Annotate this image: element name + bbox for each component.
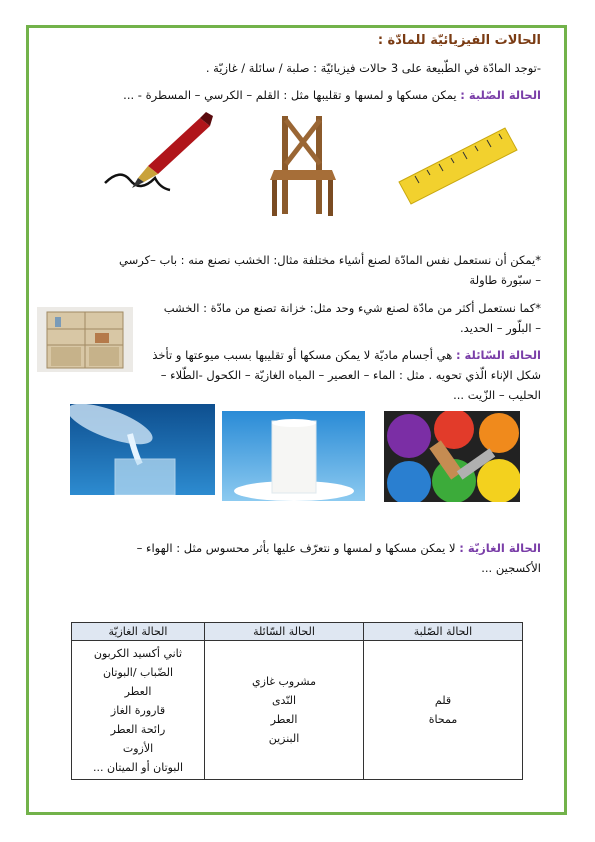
liquid-item: مشروب غازي <box>252 675 316 688</box>
liquid-paragraph-line1 <box>152 345 541 365</box>
gas-item: الضّباب /البوتان <box>102 665 174 679</box>
liquid-cell <box>205 641 364 780</box>
chair-image <box>268 112 338 217</box>
solid-item: ممحاة <box>428 713 458 726</box>
solid-note2-line1: *كما نستعمل أكثر من مادّة لصنع شيء وحد مثل: خزانة تصنع من مادّة : الخشب <box>163 301 541 315</box>
liquid-item: العطر <box>270 713 298 726</box>
solid-heading: الحالة الصّلبة : <box>460 88 541 102</box>
header-liquid: الحالة السّائلة <box>205 623 364 641</box>
gas-cell <box>72 641 205 780</box>
solid-item: قلم <box>434 694 452 707</box>
solid-note1-line2: – سبّورة طاولة <box>469 273 541 287</box>
gas-item: رائحة العطر <box>110 722 166 736</box>
gas-item: البوتان أو الميتان ... <box>92 760 184 774</box>
gas-item: قارورة الغاز <box>110 703 166 717</box>
liquid-text-line2: شكل الإناء الّذي تحويه . مثل : الماء – العصير – المياه الغازيّة – الكحول -الطّلاء – <box>160 368 541 382</box>
header-gas: الحالة الغازيّة <box>72 623 205 641</box>
liquid-text-line1: هي أجسام ماديّة لا يمكن مسكها أو تقليبها بسبب ميوعتها و تأخذ <box>152 348 456 362</box>
solid-cell <box>364 641 523 780</box>
page-title: الحالات الفيزيائيّة للمادّة : <box>377 33 541 48</box>
gas-paragraph-line1 <box>137 538 541 558</box>
gas-item: ثاني أكسيد الكربون <box>93 646 183 660</box>
states-table <box>71 622 523 780</box>
pen-image <box>100 108 215 198</box>
header-solid: الحالة الصّلبة <box>364 623 523 641</box>
liquid-item: البنزين <box>268 732 300 745</box>
gas-text-line2: الأكسجين ... <box>481 561 541 575</box>
ruler-image <box>395 120 520 205</box>
gas-item: الأزوت <box>122 741 154 755</box>
paint-cans-image <box>384 411 520 502</box>
solid-note1-line1: *يمكن أن نستعمل نفس المادّة لصنع أشياء مختلفة مثال: الخشب نصنع منه : باب –كرسي <box>119 253 541 267</box>
gas-text-line1: لا يمكن مسكها و لمسها و نتعرّف عليها بأثر محسوس مثل : الهواء – <box>136 541 460 555</box>
gas-item: العطر <box>124 684 152 698</box>
water-glass-image <box>70 404 215 495</box>
solid-note2-line2: – البلّور – الحديد. <box>460 321 541 335</box>
solid-text: يمكن مسكها و لمسها و تقليبها مثل : القلم – الكرسي – المسطرة - ... <box>123 88 461 102</box>
intro-text: -توجد المادّة في الطّبيعة على 3 حالات فيزيائيّة : صلبة / سائلة / غازيّة . <box>205 61 541 75</box>
liquid-item: النّدى <box>271 694 297 707</box>
liquid-heading: الحالة السّائلة : <box>455 348 541 362</box>
gas-heading: الحالة الغازيّة : <box>459 541 541 555</box>
cabinet-image <box>37 307 133 372</box>
milk-glass-image <box>222 411 365 501</box>
liquid-text-line3: الحليب – الزّيت ... <box>453 388 541 402</box>
solid-paragraph <box>123 85 541 105</box>
